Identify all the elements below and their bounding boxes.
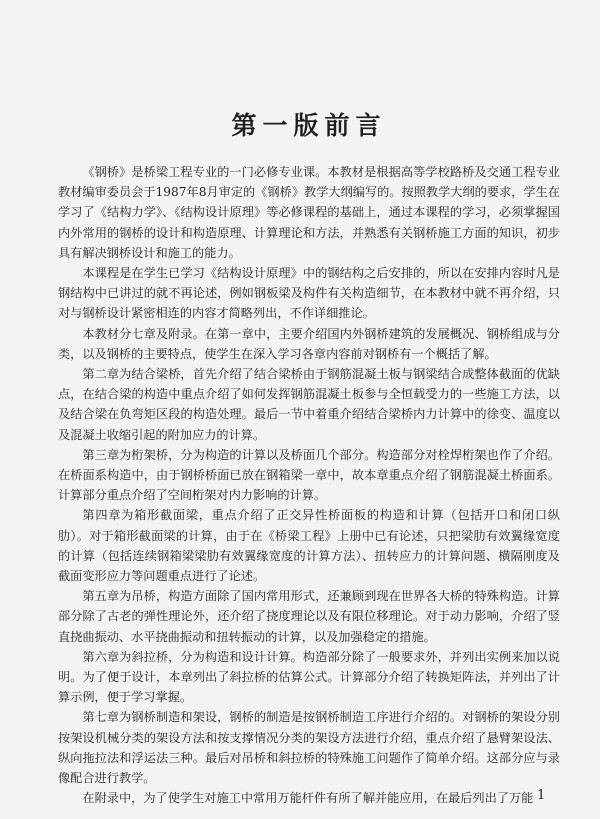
preface-body xyxy=(58,162,560,809)
paragraph-5: 第三章为桁架桥，分为构造的计算以及桥面几个部分。构造部分对栓焊桁架也作了介绍。在桥面系构造中，由于钢桥桥面已放在钢箱梁一章中，故本章重点介绍了钢筋混凝土桥面系。计算部分重点介绍了空间桁架对内力影响的计算。 xyxy=(58,447,560,503)
paragraph-4: 第二章为结合梁桥，首先介绍了结合梁桥由于钢筋混凝土板与钢梁结合成整体截面的优缺点，在结合梁的构造中重点介绍了如何发挥钢筋混凝土板参与全恒载受力的一些施工方法，以及结合梁在负弯矩区段的构造处理。最后一节中着重介绍结合梁桥内力计算中的徐变、温度以及混凝土收缩引起的附加应力的计算。 xyxy=(58,367,560,442)
page-number: 1 xyxy=(537,788,546,803)
paragraph-6: 第四章为箱形截面梁，重点介绍了正交异性桥面板的构造和计算（包括开口和闭口纵肋）。对于箱形截面梁的计算，由于在《桥梁工程》上册中已有论述，只把梁肋有效翼缘宽度的计算（包括连续钢箱梁梁肋有效翼缘宽度的计算方法）、扭转应力的计算问题、横隔刚度及截面变形应力等问题重点进行了论述。 xyxy=(58,508,560,584)
page-title: 第一版前言 xyxy=(231,111,387,140)
paragraph-8: 第六章为斜拉桥，分为构造和设计计算。构造部分除了一般要求外，并列出实例来加以说明。为了便于设计，本章列出了斜拉桥的估算公式。计算部分介绍了转换矩阵法，并列出了计算示例，便于学习掌握。 xyxy=(58,649,560,705)
paragraph-3: 本教材分七章及附录。在第一章中，主要介绍国内外钢桥建筑的发展概况、钢桥组成与分类，以及钢桥的主要特点，使学生在深入学习各章内容前对钢桥有一个概括了解。 xyxy=(58,326,560,361)
paragraph-1: 《钢桥》是桥梁工程专业的一门必修专业课。本教材是根据高等学校路桥及交通工程专业教材编审委员会于1987年8月审定的《钢桥》教学大纲编写的。按照教学大纲的要求，学生在学习了《结构力学》、《结构设计原理》等必修课程的基础上，通过本课程的学习，必须掌握国内外常用的钢桥的设计和构造原理、计算理论和方法，并熟悉有关钢桥施工方面的知识，初步具有解决钢桥设计和施工的能力。 xyxy=(58,165,560,260)
paragraph-7: 第五章为吊桥，构造方面除了国内常用形式，还兼顾到现在世界各大桥的特殊构造。计算部分除了古老的弹性理论外，还介绍了挠度理论以及有限位移理论。对于动力影响，介绍了竖直挠曲振动、水平挠曲振动和扭转振动的计算，以及加强稳定的措施。 xyxy=(58,589,560,644)
paragraph-9: 第七章为钢桥制造和架设，钢桥的制造是按钢桥制造工序进行介绍的。对钢桥的架设分别按架设机械分类的架设方法和按支撑情况分类的架设方法进行介绍，重点介绍了悬臂架设法、纵向拖拉法和浮运法三种。最后对吊桥和斜拉桥的特殊施工问题作了简单介绍。这部分应与录像配合进行教学。 xyxy=(58,710,560,786)
paragraph-2: 本课程是在学生已学习《结构设计原理》中的钢结构之后安排的，所以在安排内容时凡是钢结构中已讲过的就不再论述，例如钢板梁及构件有关构造细节，在本教材中就不再介绍，只对与钢桥设计紧密相连的内容才简略列出，不作详细推论。 xyxy=(58,266,560,321)
paragraph-10: 在附录中，为了使学生对施工中常用万能杆件有所了解并能应用，在最后列出了万能 xyxy=(82,791,534,806)
